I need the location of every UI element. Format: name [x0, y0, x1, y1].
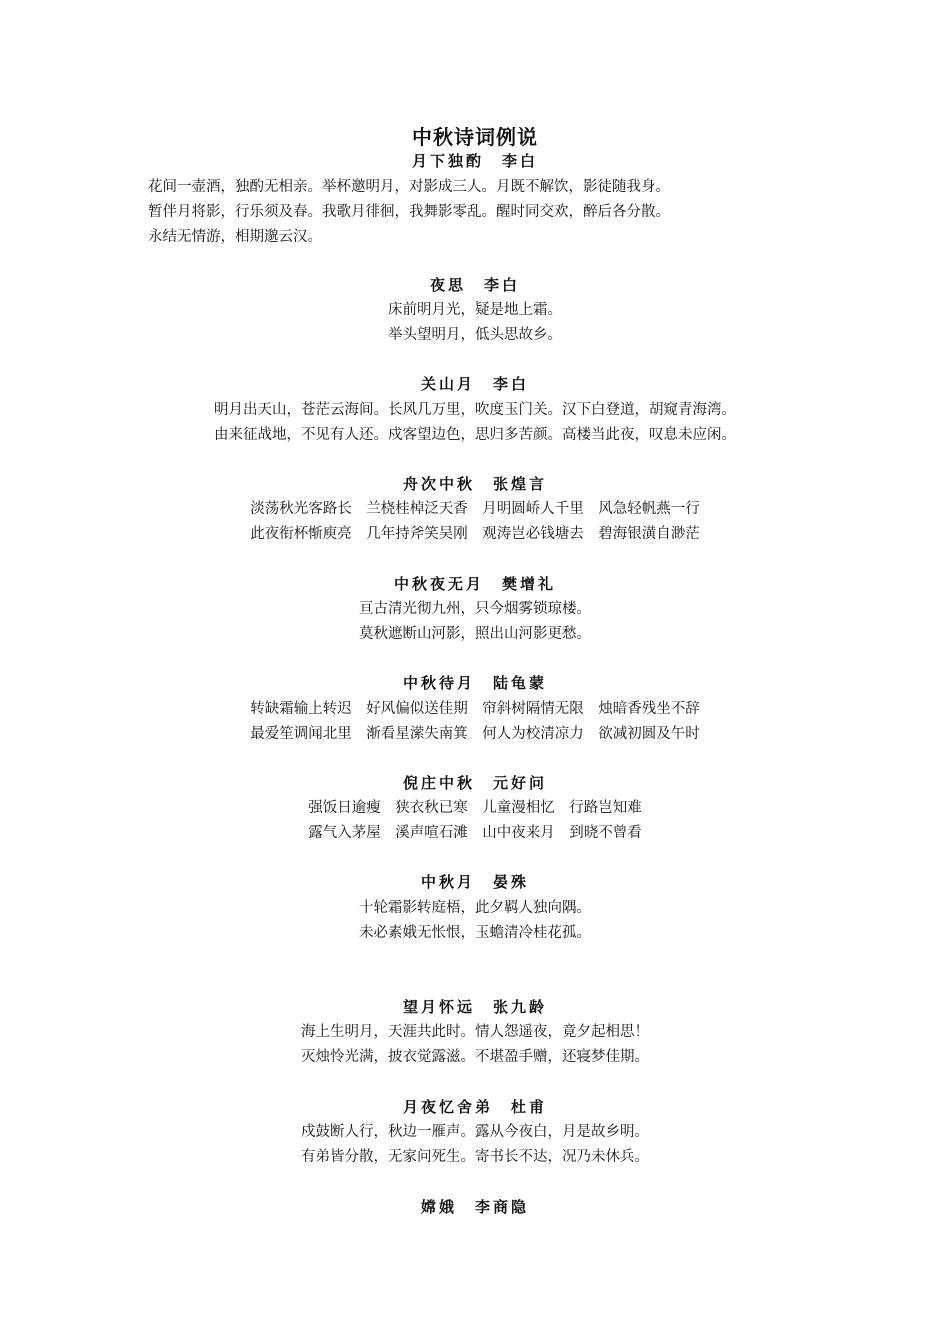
poem-line: 举头望明月，低头思故乡。 [388, 327, 562, 343]
poem-heading: 关山月 李白 [420, 375, 529, 393]
poem-line: 最爱笙调闻北里 渐看星潆失南箕 何人为校清凉力 欲减初圆及午时 [250, 726, 700, 742]
poem-heading: 嫦娥 李商隐 [420, 1198, 529, 1216]
poem-line: 此夜衔杯惭庾亮 几年持斧笑吴刚 观涛岂必钱塘去 碧海银潢自渺茫 [250, 526, 700, 542]
poem-line: 淡荡秋光客路长 兰桡桂棹泛天香 月明圆峤人千里 风急轻帆燕一行 [250, 501, 700, 517]
poem-heading: 月下独酌 李白 [411, 152, 538, 170]
poem-line: 强饭日逾瘦 狭衣秋已寒 儿童漫相忆 行路岂知难 [308, 800, 642, 816]
poem-heading: 中秋待月 陆龟蒙 [402, 674, 547, 692]
poem-heading: 月夜忆舍弟 杜甫 [402, 1098, 547, 1116]
poem-line: 有弟皆分散，无家问死生。寄书长不达，况乃未休兵。 [301, 1149, 649, 1165]
poem-line: 明月出天山，苍茫云海间。长风几万里，吹度玉门关。汉下白登道，胡窥青海湾。 [214, 402, 736, 418]
poem-heading: 中秋夜无月 樊增礼 [393, 575, 556, 593]
poem-line: 花间一壶酒，独酌无相亲。举杯邀明月，对影成三人。月既不解饮，影徒随我身。 [148, 179, 670, 195]
poem-line: 床前明月光，疑是地上霜。 [388, 302, 562, 318]
poem-line: 十轮霜影转庭梧，此夕羁人独向隅。 [359, 900, 591, 916]
poem-line: 露气入茅屋 溪声喧石滩 山中夜来月 到晓不曾看 [308, 825, 642, 841]
poem-line: 转缺霜输上转迟 好风偏似送佳期 帘斜树隔情无限 烛暗香残坐不辞 [250, 701, 700, 717]
poem-line: 永结无情游，相期邈云汉。 [148, 229, 322, 245]
poem-line: 亘古清光彻九州，只今烟雾锁琼楼。 [359, 601, 591, 617]
poem-line: 由来征战地，不见有人还。戍客望边色，思归多苦颜。高楼当此夜，叹息未应闲。 [214, 427, 736, 443]
poem-line: 莫秋遮断山河影，照出山河影更愁。 [359, 626, 591, 642]
poem-line: 海上生明月，天涯共此时。情人怨遥夜，竟夕起相思！ [301, 1024, 649, 1040]
document-title: 中秋诗词例说 [412, 125, 538, 149]
poem-line: 戍鼓断人行，秋边一雁声。露从今夜白，月是故乡明。 [301, 1124, 649, 1140]
poem-line: 未必素娥无怅恨，玉蟾清冷桂花孤。 [359, 925, 591, 941]
poem-heading: 夜思 李白 [429, 276, 520, 294]
poem-heading: 舟次中秋 张煌言 [402, 475, 547, 493]
poem-heading: 望月怀远 张九龄 [402, 998, 547, 1016]
poem-line: 灭烛怜光满，披衣觉露滋。不堪盈手赠，还寝梦佳期。 [301, 1049, 649, 1065]
poem-line: 暂伴月将影，行乐须及春。我歌月徘徊，我舞影零乱。醒时同交欢，醉后各分散。 [148, 204, 670, 220]
poem-heading: 中秋月 晏殊 [420, 873, 529, 891]
poem-heading: 倪庄中秋 元好问 [402, 774, 547, 792]
